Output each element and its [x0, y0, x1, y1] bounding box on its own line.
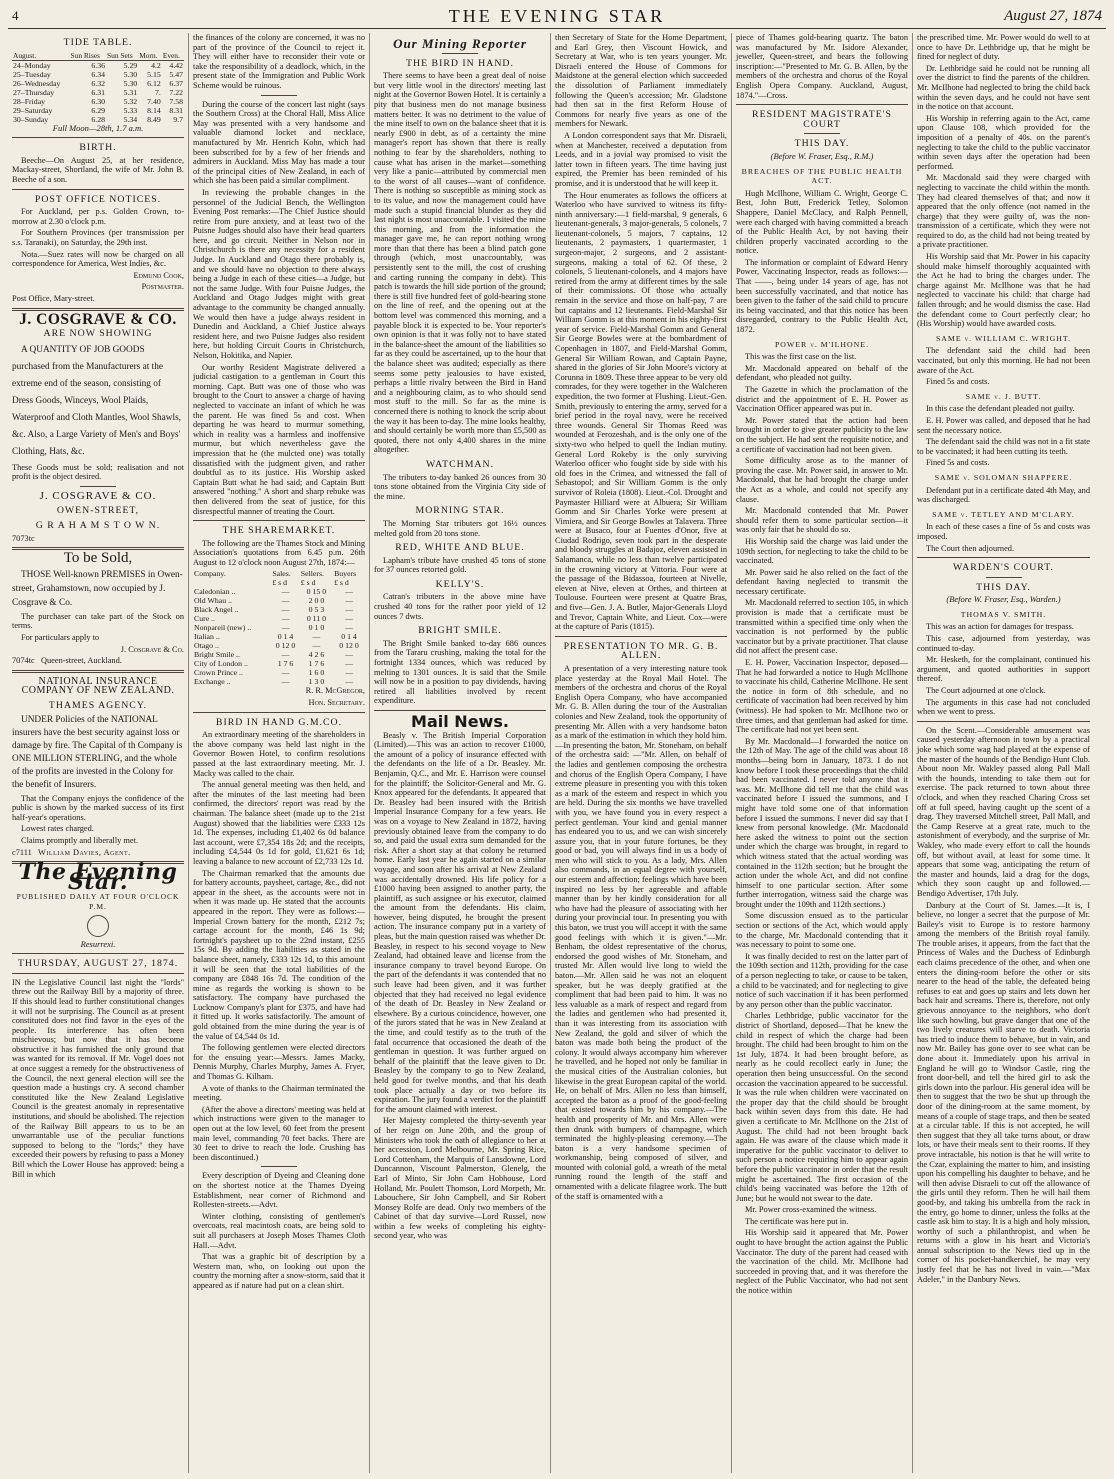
cosgrave-ad-town: G R A H A M S T O W N. [35, 520, 161, 532]
presentation-continued: piece of Thames gold-bearing quartz. The baton was manufactured by Mr. Isidore Alexander, jeweller, Queen-street, and bears the following inscription:—"Presented to Mr. G. B. Allen, by the members of the orchestra and chorus of the Royal English Opera Company. Auckland, August, 1874."—Cross. [736, 33, 908, 100]
share-cell: — [312, 641, 321, 651]
on-the-scent-paragraph: On the Scent.—Considerable amusement was caused yesterday afternoon in town by a practical joke which some wag had played at the expense of the master of the hounds of the Bendigo Hunt Club. About noon Mr. Wakley passed along Pall Mall with the hounds, intending to take them out for exercise. The pack returned to town about three o'clock, and when they reached Charing Cross set off at full speed, having caught up the scent of a drag. They traversed Mitchell street, Pall Mall, and the Camp Reserve at a great rate, much to the astonishment of everybody, and the surprise of Mr. Wakley, who made every effort to call the hounds off, but without avail, at least for some time. It appears that some wag, anticipating the return of the master and hounds, laid a drag for the dogs, which they soon caught up and followed.—Bendigo Advertiser, 17th July. [917, 725, 1090, 898]
to-be-sold-terms: The purchaser can take part of the Stock on terms. [12, 611, 184, 631]
macdonald-paragraph: Mr. Macdonald said they were charged with neglecting to vaccinate the child within the month. They had cleared themselves of that; and now it appeared that the only offence (not named in the charge) that they were guilty of, was the non-transmission of a certificate, which they were not required to do, as the child had not being treated by a private practitioner. [917, 173, 1090, 250]
share-cell: — [281, 596, 290, 606]
tide-cell: 25–Tuesday [13, 69, 51, 79]
share-row [193, 614, 365, 623]
page-number: 4 [12, 8, 19, 23]
tide-cell: 6.30 [91, 96, 106, 106]
cosgrave-ad-code: 7073tc [12, 533, 35, 543]
rm-court-breaches: BREACHES OF THE PUBLIC HEALTH ACT. [741, 166, 903, 186]
butt-fine: Fined 5s and costs. [926, 458, 990, 468]
bih-paragraph-2: The annual general meeting was then held, and after the minutes of the last meeting had been confirmed, the directors' report was read by the chairman. The balance sheet (made up to the 21st August) showed that the liabilities were £333 12s 1d. The expenses, including £1,402 6s 0d balance last account, were £7,354 18s 2d; and the receipts, including £4,544 0s 1d for gold, £1,621 6s 1d; leaving a balance to new account of £2,733 12s 1d. [193, 780, 365, 866]
column-4 [551, 33, 732, 1473]
evening-star-published: PUBLISHED DAILY AT FOUR O'CLOCK P.M. [16, 892, 180, 911]
cosgrave-ad-subtitle: ARE NOW SHOWING [43, 328, 153, 340]
share-cell: — [345, 677, 353, 687]
share-header-cell: Company. [194, 569, 226, 579]
tide-cell: 7.40 [147, 96, 161, 106]
presentation-text: A presentation of a very interesting nature took place yesterday at the Royal Mail Hotel. The members of the orchestra and chorus of the Royal English Opera Company, who have accompanied Mr. G. B. Allen during the tour of the Australian colonies and New Zealand, took the opportunity of presenting Mr. Allen with a very handsome baton as a mark of the estimation in which they hold him.—In presenting the baton, Mr. Stoneham, on behalf of the orchestra said: —"Mr. Allen, on behalf of the ladies and gentlemen composing the orchestra and chorus of the English Opera Company, I have extreme pleasure in presenting you with this token as a mark of the esteem and respect in which you are held. During the six months we have travelled with you, we have found you in every respect a perfect gentleman. Your kind and genial manner has endeared you to us, and we can wish sincerely assure you, that in your future fortunes, be they good or bad, you will always find in us a body of men who will stick to you. As a lady, Mrs. Allen also commands, in an equal degree with yourself, our esteem and affection; feelings which have been inspired no less by her agreeable and affable manner than by her kindly consideration for all who have had the pleasure of associating with her during your provincial tour. In presenting you with this baton, we trust you will accept it with the same good feelings with which it is given."—Mr. Benham, the oldest representative of the chorus, endorsed the good wishes of Mr. Stoneham, and trusted Mr. Allen would live long to wield the baton.—Mr. Allen said he was not an eloquent speaker, but he was deeply gratified at the compliment that had been paid to him. It was no less valuable as a mark of respect and regard from the ladies and gentlemen who had presented it, than it was interesting from its association with New Zealand, the gold and silver of which the baton was made both being the product of the colony. It would always accompany him wherever he travelled, and he hoped not only be familiar in the musical cities of the Australian colonies, but likewise in the great European capital of the world. He, on behalf of Mrs. Allen no less than himself, accepted the baton as a proof of the good-feeling that existed towards him by his company.—The health and prosperity of Mr. and Mrs. Allen were then drunk with bumpers of champagne, which terminated the highly-pleasing ceremony.—The baton is a very handsome specimen of workmanship, being composed of silver, and mounted with colonial gold, a wreath of the metal running round the length of the staff and ornamented with a delicate filagree work. The butt of the staff is ornamented with a [555, 664, 727, 1201]
wardens-paragraph-5: The arguments in this case had not concluded when we went to press. [917, 697, 1090, 717]
share-unit-cell [193, 578, 271, 587]
share-cell: — [281, 668, 290, 678]
share-cell: Exchange .. [194, 677, 231, 687]
evening-star-nameplate: The Evening Star. [18, 859, 178, 895]
to-be-sold-signature: J. Cosgrave & Co. [120, 644, 184, 654]
share-header-cell: Buyers [334, 569, 357, 579]
share-row [193, 632, 365, 641]
share-cell: 0 11 0 [306, 614, 327, 624]
rm-court-title: RESIDENT MAGISTRATE'S COURT [752, 109, 892, 130]
tide-cell: 26–Wednesday [13, 78, 61, 88]
share-cell: Crown Prince .. [194, 668, 243, 678]
share-cell: Black Angel .. [194, 605, 239, 615]
tetley-paragraph: In each of these cases a fine of 5s and costs was imposed. [917, 522, 1090, 541]
insurance-signature-line [12, 848, 184, 858]
tide-table-title: TIDE TABLE. [63, 37, 133, 48]
kellys-text: Catran's tributers in the above mine have crushed 40 tons for the rather poor yield of 12 ounces 7 dwts. [374, 592, 546, 621]
mail-news-continued: then Secretary of State for the Home Department, and Earl Grey, then Viscount Howick, and Secretary at War, who is ten years younger. Mr. Disraeli entered the House of Commons for Maidstone at the general election which succeeded the dissolution of Parliament immediately following the Queen's accession; Mr. Gladstone had then sat in the first Reform House of Commons for nearly five years as one of the members for Newark. [555, 33, 727, 129]
to-be-sold-title: To be Sold, [63, 550, 133, 567]
rm-paragraph-10: Mr. Power said he also relied on the fact of the defendant having neglected to transmit the necessary certificate. [736, 567, 908, 596]
share-cell: — [345, 614, 353, 624]
rm-paragraph-13: By Mr. Macdonald—I forwarded the notice on the 12th of May. The age of the child was about 18 months—being born in January, 1873. I do not know before I took these proceedings that the child had been vaccinated. I never told anyone that it was. Mr. McIlhone did tell me that the child was vaccinated before I issued the summons, and I might have told some one of that information before I issued the summons. I never did say that I knew from personal knowledge. (Mr. Macdonald here asked the witness to point out the section under which the charge was brought, in regard to which witness stated that the actual wording was contained in the 112th section; but he brought the action under the whole Act, and did not confine himself to one particular section. After some further interrogation, witness said the charge was brought under the 109th and 112th sections.) [736, 736, 908, 909]
tide-cell: 30–Sunday [13, 114, 49, 124]
share-cell: 1 3 0 [308, 677, 325, 687]
insurance-text-2: That the Company enjoys the confidence of the public is shown by the marked success of its first half-year's operations. [12, 793, 184, 822]
rm-paragraph-14: Some discussion ensued as to the particular section or sections of the Act, which would apply to the charge, Mr. Macdonald contending that it was necessary to point to some one. [736, 911, 908, 950]
judicial-paragraph: In reviewing the probable changes in the personnel of the Judicial Bench, the Wellington Evening Post remarks:—The Chief Justice should retire from pure anxiety, and at least two of the Puisne Judges should also have their head quarters here, and go circuit. Neither in Nelson nor in Christchurch is there any necessity for a resident Judge. In Auckland and Otago there probably is, and we should have no objection to there always being a Judge in each of these cities—a Judge, but not the same Judge. With four Puisne Judges, the Auckland and Otago Judges might with great advantage to the community be changed annually. We would then have a judge always resident in Dunedin and Auckland, a Chief Justice always resident here, and two Puisne Judges also resident here, but holding Circuit Courts in Christchurch, Nelson, Hokitika, and Napier. [193, 187, 365, 360]
bih-paragraph-4: The following gentlemen were elected directors for the ensuing year:—Messrs. James Macky, Dennis Murphy, Charles Murphy, James A. Fryer, and Thomas G. Kilham. [193, 1043, 365, 1082]
clothing-advert: Winter clothing, consisting of gentlemen's overcoats, real macintosh coats, are being sold to suit all purchasers at Joseph Moses Thames Cloth Hall.—Advt. [193, 1211, 365, 1250]
rm-paragraph-12: E. H. Power, Vaccination Inspector, deposed—That he had forwarded a notice to Hugh McIlhone to vaccinate his child, Catherine McIlhone. He sent the notice in form of 8th schedule, and no certificate of vaccination had been received by him (witness). He had spoken to Mr. McIlhone two or three times, and that gentleman had asked for time. The certificate had not yet been sent. [736, 658, 908, 735]
tide-cell: 29–Saturday [13, 105, 53, 115]
share-cell: 4 2 6 [308, 650, 325, 660]
presentation-title: PRESENTATION TO MR. G. B. ALLEN. [563, 640, 719, 662]
rm-paragraph-1: Hugh McIlhone, William C. Wright, George C. Best, John Butt, Frederick Tetley, Solomon Shappere, Daniel McClacy, and Ralph Pennell, were each charged with having committed a breach of the Public Health Act, by not having their children properly vaccinated according to the notice. [736, 188, 908, 256]
case-butt: SAME v. J. BUTT. [965, 391, 1042, 401]
sharemarket-title: THE SHAREMARKET. [222, 525, 336, 537]
rm-court-day: THIS DAY. [794, 138, 850, 150]
crest-emblem-icon [87, 915, 109, 937]
insurance-text-4: Claims promptly and liberally met. [21, 835, 139, 845]
share-cell: Nonpareil (new) .. [194, 623, 252, 633]
share-cell: — [345, 596, 353, 606]
cosgrave-ad-note: These Goods must be sold; realisation and not profit is the object desired. [12, 462, 184, 482]
paper-title: THE EVENING STAR [448, 6, 666, 26]
case-shappere: SAME v. SOLOMAN SHAPPERE. [934, 472, 1073, 482]
tide-row [12, 88, 184, 97]
sharemarket-secretary: R. R. McGregor, [305, 686, 365, 696]
tide-row [12, 79, 184, 88]
wardens-court-day: THIS DAY. [976, 581, 1031, 593]
share-cell: Bright Smile .. [194, 650, 240, 660]
tide-cell: 5.34 [123, 114, 138, 124]
tide-cell: 6.32 [91, 78, 106, 88]
share-cell: — [345, 668, 353, 678]
post-office-address: Post Office, Mary-street. [12, 293, 95, 303]
tide-cell: 7.22 [169, 87, 183, 97]
share-cell: 0 1 4 [341, 632, 357, 642]
mail-news-paragraph-1: Beasly v. The British Imperial Corporation (Limited).—This was an action to recover £1000, the amount of a policy of insurance effected with the defendants on the life of a Dr. Beasley. Mr. Benjamin, Q.C., and Mr. E. Harrison were counsel for the plaintiff; the Solicitor-General and Mr. G. Knox appeared for the defendants. It appeared that Dr. Beasley had been insured with the British Imperial Insurance Company for a few years. He was on a voyage to New Zealand in 1872, having previously obtained leave from the company to do so, and paid the usual extra sum demanded for the risk. After a short stay at that colony he returned home. Early last year he again started on a similar voyage, and soon after his arrival at New Zealand was accidentally drowned. His life policy for a £1000 having been assigned to another party, the plaintiff, as such assignee or his executor, claimed the amount from the defendants. His claim, however, being disputed, he brought the present action. The insurance company put in a variety of pleas, but the main question raised was whether Dr. Beasley, in respect to his second voyage to New Zealand, had obtained leave and license from the insurance company to travel beyond Europe. On the part of the defendants it was contended that no such leave had been given, and it was further objected that they had received no legal evidence of the death of Dr. Beasley in New Zealand or elsewhere. By a curious coincidence, however, one of the jurors stated that he was in New Zealand at the time, and could testify as to the truth of the fatal occurrence that occasioned the death of the gentleman in question. It was further argued on behalf of the plaintiff that the leave given to Dr. Beasley by the company to go to New Zealand, held good for twelve months, and that his death took place actually a day or two before its expiration. The jury found a verdict for the plaintiff for the amount claimed with interest. [374, 730, 546, 1114]
post-notice-1: For Auckland, per p.s. Golden Crown, to-morrow at 2.30 o'clock p.m. [12, 207, 184, 226]
share-unit-cell: £ s d [272, 578, 288, 588]
sharemarket-intro: The following are the Thames Stock and Mining Association's quotations from 6.45 p.m. 26th August to 12 o'clock noon August 27th, 1874:— [193, 538, 365, 567]
wardens-paragraph-2: This case, adjourned from yesterday, was continued to-day. [917, 634, 1090, 653]
post-notice-2: For Southern Provinces (per transmission per s.s. Taranaki), on Saturday, the 29th inst. [12, 228, 184, 247]
tide-cell: 5.15 [147, 69, 161, 79]
share-cell: Cure .. [194, 614, 216, 624]
share-cell: — [312, 632, 321, 642]
share-cell: City of London .. [194, 659, 248, 669]
wardens-case: THOMAS V. SMITH. [960, 609, 1047, 619]
share-cell: — [281, 677, 290, 687]
bird-in-hand-text: There seems to have been a great deal of noise but very little wool in the directors' meeting last night at the Governor Bowen Hotel. It is certainly a pity that business men do not manage business matters better. It was no detriment to the value of the mine itself to own on the balance sheet that it is nearly £900 in debt, as of a certainty the mine manager's report has shown that there is really nothing to fear by the shareholders, nothing to cause what has arisen in the market—something very like a panic—attributed by commercial men to the worst of all causes—want of confidence. There is nothing so susceptible as mining stock as to its value, and now the management could have made such a stupid financial blunder as they did last night is most unaccountable. I visited the mine this morning, and from the information the manager gave me, he can report nothing wrong more than that there has been a blind patch gone through (which, most unaccountably, was persistently sent to the mill, the cost of crushing and carting running the company in debt). This patch is towards the hill side portion of the ground; there is still five hundred feet of gold-bearing stone on the line of reef, and the opening out at the bottom level was commenced this morning, and a payable block it is expected to be. Your reporter's own opinion is that it was folly not to have stated in the balance-sheet the amount of the liabilities so far as they could be ascertained, up to the hour that the balance sheet was audited; especially as there seems some petty jealousies to have existed, perhaps a little rivalry between the Bird in Hand and a neighbouring claim, as to who should send most stuff to the mill. So far as the mine is concerned there is nothing to knock the scrip about the way it has been to-day. The mine looks healthy, and should certainly be worth more than £5,500 as quoted, there not only 4,400 shares in the mine altogether. [374, 71, 546, 455]
share-cell: — [345, 623, 353, 633]
red-white-blue-title: RED, WHITE AND BLUE. [395, 542, 525, 554]
mail-news-title: Mail News. [411, 712, 509, 731]
share-cell: 0 1 0 [308, 623, 325, 633]
rm-paragraph-18: The certificate was here put in. [745, 1216, 849, 1226]
share-cell: — [281, 623, 290, 633]
rm-paragraph-5: The Gazette in which the proclamation of the district and the appointment of E. H. Power as Vaccination Officer appeared was put in. [736, 385, 908, 414]
rm-paragraph-11: Mr. Macdonald referred to section 105, in which provision is made that a certificate must be transmitted within a specified time only when the vaccination is not performed by the public vaccinator but by a private practitioner. That clause did not affect the present case. [736, 598, 908, 656]
to-be-sold-apply: For particulars apply to [21, 633, 100, 643]
share-cell: 1 7 6 [308, 659, 325, 669]
to-be-sold-code-number: 7074tc [12, 656, 35, 666]
tide-cell: 6.29 [91, 105, 106, 115]
danbury-paragraph: Danbury at the Court of St. James.—It is, I believe, no longer a secret that the purpose of Mr. Bailey's visit to Europe is to restore harmony among the members of the British royal family. The trouble arises, it appears, from the fact that the Princess of Wales and the Duchess of Edinburgh each claims precedence of the other, and when one enters the dining-room before the other or sits nearer to the head of the table, the defeated being refuses to eat and goes up stairs and lets down her back hair and screams. There is, therefore, not only grievous annoyance to the neighbors, who don't like such howling, but grave danger that one of the two lively creatures will starve to death. Victoria has tried to induce them to behave, but in vain, and now Mr. Bailey has gone over to see what can be done about it. Immediately upon his arrival in England he will go to Windsor Castle, ring the front door-bell, and tell the hired girl to ask the girls down into the parlour. His general idea will be then to suggest that the two be shut up through the door of the dining-room at the same moment, by means of a couple of stage traps, and then be seated at a circular table. If this is not accepted, he will then suggest that they all take turns about, or draw lots, or have their meals sent to their rooms. If they prove intractable, his notion is that he will write to the Czar, explaining the matter to him, and insisting upon his compelling his daughter to behave, and he will then advise Disraeli to cut off the allowance of the girls until they reform. Then he will hail them good-by, and taking his umbrella from the rack in the entry, go home to dinner, unless the folks at the castle ask him to stay. It is a high and holy mission, worthy of such a philanthropist, and when he returns with a glow in his heart and Victoria's annual subscription to the News tied up in the corner of his pocket-handkerchief, he may very justly feel that he has not lived in vain.—"Max Adeler," in the Danbury News. [917, 900, 1090, 1284]
to-be-sold-text: THOSE Well-known PREMISES in Owen-street, Grahamstown, now occupied by J. Cosgrave & Co. [12, 569, 183, 608]
share-cell: 0 5 3 [308, 605, 325, 615]
rm-paragraph-17: Mr. Power cross-examined the witness. [745, 1205, 877, 1215]
rm-paragraph-4: Mr. Macdonald appeared on behalf of the defendant, who pleaded not guilty. [736, 363, 908, 383]
to-be-sold-street: Queen-street, Auckland. [40, 656, 122, 666]
share-cell: — [281, 587, 290, 597]
columns [8, 33, 1106, 1473]
tide-cell: 8.49 [147, 114, 161, 124]
share-row [193, 596, 365, 605]
wright-fine: Fined 5s and costs. [926, 377, 990, 387]
mail-news-paragraph-2: Her Majesty completed the thirty-seventh year of her reign on June 20th, and the group of Ministers who took the oath of allegiance to her at her accession, Lord Melbourne, Mr. Spring Rice, Lord Cottenham, the Marquis of Lansdowne, Lord Duncannon, Viscount Palmerston, Glenelg, the Earl of Minto, Sir John Cam Hobhouse, Lord Holland, Mr. Poulett Thomson, Lord Morpeth, Mr. Labouchere, Sir John Campbell, and Sir Robert Monsey Rolfe are dead. Only two members of the Cabinet of that day survive—Lord Russel, now within a few weeks of completing his eighty-second year, who was [374, 1116, 546, 1241]
editorial-text: IN the Legislative Council last night the "lords" threw out the Railway Bill by a majority of three. If this should lead to further constitutional changes it will not be surprising. The Council as at present constituted does not find favor in the eyes of the people. Its interference has often been mischievous; but now that it has become obstructive it has furnished the only ground that was wanted for its removal. If Mr. Vogel does not at once suggest a remedy for the obstructiveness of the Council, the next general election will see the question made a hustings cry. A second chamber constituted like the New Zealand Legislative Council is the greatest anomaly in representative institutions, and should be abolished. The rejection of the Railway Bill appears to us to be an unwarrantable use of the peculiar functions supposed to belong to the "lords;" they have exceeded their powers by refusing to pass a Money Bill which the Lower House has approved: being a Bill in which [12, 977, 184, 1179]
rm-paragraph-15: It was finally decided to rest on the latter part of the 109th section and 112th, providing for the case of a person neglecting to take, or cause to be taken, a child to be vaccinated; and for neglecting to give notice of such vaccination if it has been performed by any person other than the public vaccinator. [736, 951, 908, 1009]
morning-star-text: The Morning Star tributers got 16½ ounces melted gold from 20 tons stone. [374, 518, 546, 538]
bih-paragraph-5: A vote of thanks to the Chairman terminated the meeting. [193, 1083, 365, 1103]
tide-row [12, 106, 184, 115]
insurance-title: NATIONAL INSURANCE COMPANY OF NEW ZEALAND. [21, 675, 175, 697]
cosgrave-ad-street: OWEN-STREET, [56, 505, 140, 517]
rm-paragraph-7: Some difficulty arose as to the manner of proving the case. Mr. Power said, in answer to Mr. Macdonald, that he had brought the charge under the Act as a whole, and could not specify any clause. [736, 456, 908, 504]
butt-paragraph-1: In this case the defendant pleaded not guilty. [926, 404, 1075, 414]
share-row [193, 641, 365, 650]
wardens-paragraph-1: This was an action for damages for trespass. [926, 622, 1074, 632]
bih-meeting-title: BIRD IN HAND G.M.CO. [215, 716, 343, 728]
issue-date: August 27, 1874 [1004, 8, 1102, 24]
morning-star-title: MORNING STAR. [415, 505, 505, 517]
share-cell: Caledonian .. [194, 587, 236, 597]
red-white-blue-text: Lapham's tribute have crushed 45 tons of stone for 37 ounces retorted gold. [374, 555, 546, 575]
editorial-date: THURSDAY, AUGUST 27, 1874. [17, 958, 179, 970]
tide-cell: 27–Thursday [13, 87, 55, 97]
case-wright: SAME v. WILLIAM C. WRIGHT. [935, 333, 1072, 343]
share-cell: Old Whau .. [194, 596, 232, 606]
share-cell: 0 1 4 [277, 632, 294, 642]
butt-paragraph-3: The defendant said the child was not in a fit state to be vaccinated; it had been cutting its teeth. [917, 437, 1090, 456]
bird-in-hand-title: THE BIRD IN HAND. [406, 57, 514, 69]
shappere-paragraph: Defendant put in a certificate dated 4th May, and was discharged. [917, 485, 1090, 505]
postmaster-title: Postmaster. [141, 282, 184, 292]
share-row [193, 605, 365, 614]
tide-cell: 4.2 [151, 60, 161, 70]
sharemarket-secretary-title: Hon. Secretary. [308, 698, 365, 708]
share-cell: 0 12 0 [339, 641, 359, 651]
tide-cell: 4.42 [169, 60, 183, 70]
tide-cell: 24–Monday [13, 60, 51, 70]
column-2 [189, 33, 370, 1473]
case-tetley: SAME v. TETLEY AND M'CLARY. [932, 509, 1075, 519]
insurance-agency: THAMES AGENCY. [48, 700, 148, 711]
tide-cell: 6.36 [91, 60, 106, 70]
watchman-title: WATCHMAN. [425, 458, 495, 470]
share-unit-cell: £ s d [334, 578, 349, 588]
rm-case-1: POWER v. M'ILHONE. [774, 339, 870, 349]
clause-paragraph: His Worship in referring again to the Act, came upon Clause 108, which provided for the imposition of a penalty of 40s. on the parent's neglecting to take the child to the public vaccinator within seven days after the operation had been performed. [917, 113, 1090, 171]
insurance-text-1: UNDER Policies of the NATIONAL insurers have the best security against loss or damage by fire. The Capital of th Company is ONE MILLION STERLING, and the whole of the profits are invested in the Colony for the benefit of Insurers. [12, 714, 183, 790]
tide-header-cell: August. [12, 51, 70, 61]
tide-header-cell: Sun Sets [106, 51, 138, 61]
evening-star-motto: Resurrexi. [80, 938, 116, 949]
masthead [8, 6, 1106, 29]
cosgrave-ad-name: J. COSGRAVE & CO. [39, 489, 157, 502]
tide-cell: 8.14 [147, 105, 161, 115]
share-cell: — [281, 650, 290, 660]
mining-reporter-title: Our Mining Reporter [393, 36, 527, 51]
post-notice-3: Nota.—Suez rates will now be charged on all correspondence for America, West Indies, &c. [12, 249, 184, 269]
rm-paragraph-2: The information or complaint of Edward Henry Power, Vaccinating Inspector, reads as follows:—That ——, being under 14 years of age, has not been successfully vaccinated, and that notice has been given to the father of the said child to procure its being vaccinated, and that this notice has been disregarded, contrary to the Public Health Act, 1872. [736, 257, 908, 335]
tide-row [12, 60, 184, 70]
cosgrave-ad-text: A QUANTITY OF JOB GOODS purchased from the Manufacturers at the extreme end of the season, consisting of Dress Goods, Winceys, Wool Plaids, Waterproof and Cloth Mantles, Wool Shawls, &c. Also, a Large Variety of Men's and Boys' Clothing, Hats, &c. [12, 344, 182, 457]
tide-cell: 7. [154, 87, 161, 97]
tide-cell: 6.28 [91, 114, 106, 124]
share-cell: 1 7 6 [277, 659, 294, 669]
rm-paragraph-3: This was the first case on the list. [745, 352, 857, 362]
tide-cell: 5.30 [123, 78, 138, 88]
share-cell: — [345, 587, 353, 597]
birth-title: BIRTH. [79, 142, 117, 154]
share-cell: 1 6 0 [308, 668, 325, 678]
bih-paragraph-6: (After the above a directors' meeting was held at which instructions were given to the manager to open out at the low level, 60 feet from the present main level, commanding 70 feet backs. There are 30 feet to drive to reach the lode. Crushing has been discontinued.) [193, 1104, 365, 1162]
wardens-court-title: WARDEN'S COURT. [953, 562, 1054, 574]
share-cell: — [345, 650, 353, 660]
bih-paragraph-3: The Chairman remarked that the amounts due for battery accounts, paysheet, cartage, &c., did not appear in the sheet, as the accounts were not in when it was made up. He stated that the accounts appeared in the report. They were as follows:—Imperial Crown battery for the month, £212 7s; cartage account for the month, £46 1s 9d; fortnight's paysheet up to the 22nd instant, £255 15s 9d. By adding the liabilities as stated in the balance sheet, namely, £333 12s 1d, to this amount it will be seen that the total liabilities of the company are £848 16s 7d. The condition of the mine as regards the working is shown to be satisfactory. The company have purchased the Lucknow Company's plant for £375, and have had it fitted up. It works satisfactorily. The amount of gold obtained from the mine during the year is of the value of £4,544 0s 1d. [193, 868, 365, 1041]
share-cell: 0 12 0 [275, 641, 296, 651]
tide-cell: 6.34 [91, 69, 106, 79]
share-row [193, 650, 365, 659]
tide-cell: 6.31 [91, 87, 106, 97]
kellys-title: KELLY'S. [435, 578, 485, 590]
rm-paragraph-8: Mr. Macdonald contended that Mr. Power should refer them to some particular section—it was only fair that he should do so. [736, 506, 908, 535]
butt-paragraph-2: E. H. Power was called, and deposed that he had sent the necessary notice. [917, 415, 1090, 435]
tide-cell: 28–Friday [13, 96, 46, 106]
share-cell: — [281, 614, 290, 624]
tide-cell: 6.12 [147, 78, 161, 88]
tide-cell: 5.32 [123, 96, 138, 106]
court-adjourned: The Court then adjourned. [926, 543, 1015, 553]
post-office-title: POST OFFICE NOTICES. [34, 193, 162, 205]
insurance-code: c7111 [12, 847, 32, 857]
tide-cell: 5.30 [123, 69, 138, 79]
tide-cell: 5.47 [169, 69, 183, 79]
dyeing-advert: Every description of Dyeing and Cleaning done on the shortest notice at the Thames Dyeing Establishment, near corner of Richmond and Rollesten-streets.—Advt. [193, 1171, 365, 1210]
tide-cell: 8.31 [169, 105, 183, 115]
rm-court-before: (Before W. Fraser, Esq., R.M.) [770, 150, 874, 161]
bright-smile-title: BRIGHT SMILE. [418, 625, 502, 637]
column-3 [370, 33, 551, 1473]
tide-header-cell: Sun Rises [70, 51, 107, 61]
wardens-paragraph-4: The Court adjourned at one o'clock. [926, 686, 1046, 696]
insurance-agent: William Davies, Agent. [38, 847, 131, 857]
share-cell: 0 15 0 [306, 587, 327, 597]
share-cell: — [345, 605, 353, 615]
wardens-paragraph-3: Mr. Hesketh, for the complainant, continued his argument, and quoted authorities in support thereof. [917, 655, 1090, 684]
share-cell: Otago .. [194, 641, 219, 651]
tide-cell: 9.7 [173, 114, 183, 124]
share-cell: — [345, 659, 353, 669]
postmaster-name: Edmund Cook, [133, 270, 184, 280]
wright-paragraph: The defendant said the child had been vaccinated, but only this morning. He had not been aware of the Act. [917, 346, 1090, 375]
tide-cell: 5.33 [123, 105, 138, 115]
wardens-court-before: (Before W. Fraser, Esq., Warden.) [946, 594, 1061, 605]
magistrate-paragraph: Our worthy Resident Magistrate delivered a judicial castigation to a gentleman in Court this morning. Capt. Butt was one of those who was brought to the Court to answer a charge of having neglected to vaccinate an infant of which he was the parent. He was fined 5s and cost. When departing he was heard to murmur something, which in reality was a harmless and inoffensive murmur, but which nevertheless gave the impression that he (the mulcted one) was totally dissatisfied with the judgment given, and rather doubtful as to its justice. His Worship asked Captain Butt what he had said; and Captain Butt answered "nothing." A short and sharp rebuke was then delivered from the seat of justice, for this disrespectful manner of treating the Court. [193, 362, 365, 516]
share-unit-cell: £ s d [300, 578, 316, 588]
tide-row [12, 70, 184, 79]
rm-paragraph-16: Charles Lethbridge, public vaccinator for the district of Shortland, deposed—That he knew the child in respect of which the charge had been brought. The child had been brought to him on the 1st July, 1874. It had been brought before, as nearly as he could recollect early in June; the operation then being unsuccessful. On the second occasion the vaccination appeared to be successful. It was the rule when children were vaccinated on the proper day that the child should be brought back within seven days from this date. He had given a certificate to Mr. McIlhone on the 21st of August. The child had not been brought back again. He was aware of the clause which made it imperative for the public vaccinator to deliver to such person a notice requiring him to appear again before the public vaccinator in order that the result might be ascertained. The first occasion of the child's being vaccinated was before the 12th of June; but he would not swear to the date. [736, 1011, 908, 1203]
tide-cell: 7.58 [169, 96, 183, 106]
tide-row [12, 97, 184, 106]
birth-notice: Beeche—On August 25, at her residence, Mackay-street, Shortland, the wife of Mr. John B. Beeche of a son. [12, 155, 184, 184]
snowstorm-paragraph: That was a graphic bit of description by a Western man, who, on looking out upon the country the morning after a snow-storm, said that it appeared as if nature had put on a clean shirt. [193, 1252, 365, 1290]
share-row [193, 668, 365, 677]
share-cell: — [281, 605, 290, 615]
editorial-continued: the finances of the colony are concerned, it was no part of the province of the Council to reject it. They will either have to reconsider their vote or take the responsibility of a deadlock, which, in the present state of the Immigration and Public Work Scheme would be ruinous. [193, 33, 365, 90]
to-be-sold-code [12, 656, 184, 666]
tide-cell: 6.37 [169, 78, 183, 88]
share-row [193, 587, 365, 596]
sharemarket-table [193, 569, 365, 686]
share-cell: Italian .. [194, 632, 220, 642]
share-cell: 2 0 0 [308, 596, 325, 606]
column-1 [8, 33, 189, 1473]
rm-paragraph-19: His Worship said it appeared that Mr. Power ought to have brought the action against the Public Vaccinator. The duty of the parent had ceased with the vaccination of the child. Mr. McIlhone had succeeded in proving that, and it was therefore the neglect of the Public Vaccinator, who had not sent the notice within [736, 1228, 908, 1296]
watchman-text: The tributers to-day banked 26 ounces from 30 tons stone obtained from the Virginia City side of the mine. [374, 472, 546, 501]
lethbridge-paragraph: Dr. Lethbridge said he could not be running all over the district to find the parents of the children. Mr. McIlhone had neglected to bring the child back within the seven days, and he could not have sent in the notice on that account. [917, 63, 1090, 112]
disraeli-paragraph: A London correspondent says that Mr. Disraeli, when at Manchester, received a deputation from Leeds, and in a jovial way promised to visit the latter town in fifteen years. The time having just expired, the Premier has been reminded of his promise, and it is understood that he will keep it. [555, 130, 727, 188]
bih-paragraph-1: An extraordinary meeting of the shareholders in the above company was held last night in the Governor Bowen Hotel, to confirm resolutions passed at the last extraordinary meeting. Mr. J. Macky was called to the chair. [193, 730, 365, 778]
share-header-cell: Sales. [272, 569, 291, 579]
tide-table [12, 51, 184, 124]
rm-paragraph-6: Mr. Power stated that the action had been brought in order to give greater publicity to the law on the subject. He had sent the requisite notice, and a certificate of vaccination had not been given. [736, 415, 908, 454]
share-row [193, 677, 365, 686]
insurance-text-3: Lowest rates charged. [21, 824, 94, 834]
share-row [193, 659, 365, 668]
share-row [193, 623, 365, 632]
rm-continued: the prescribed time. Mr. Power would do well to at once to have Dr. Lethbridge up, that he might be fined for neglect of duty. [917, 33, 1090, 62]
tide-header-cell: Morn. [138, 51, 162, 61]
concert-paragraph: During the course of the concert last night (says the Southern Cross) at the Choral Hall, Miss Alice May was presented with a very handsome and valuable diamond locket and necklace, manufactured by Mr. Henrich Kohn, which had been subscribed for by a few of her friends and admirers in Auckland. Miss May has made a tour of the principal cities of New Zealand, in each of which she has been paid a similar compliment. [193, 99, 365, 186]
share-header-cell: Sellers. [300, 569, 324, 579]
cosgrave-ad-title: J. COSGRAVE & CO. [19, 310, 177, 328]
column-5 [732, 33, 913, 1473]
rm-paragraph-9: His Worship said the charge was laid under the 109th section, for neglecting to take the child to be vaccinated. [736, 536, 908, 566]
column-6 [913, 33, 1094, 1473]
waterloo-paragraph: The Hour enumerates as follows the officers at Waterloo who have survived to witness its fifty-ninth anniversary:—1 field-marshal, 9 generals, 6 lieutenant-generals, 3 major-generals, 5 colonels, 7 lieutenant-colonels, 5 majors, 7 captains, 12 lieutenants, 2 paymasters, 1 quartermaster, 1 surgeon-major, 2 surgeons, and 2 assistant-surgeons, making a total of 62. Of these, 2 colonels, 5 lieutenant-colonels, and 4 majors have retired from the army at different times by the sale of their commissions. Of those who actually remain in the service and those on half-pay, 7 are but captains and 12 lieutenants. Field-Marshal Sir William Gomm is at this moment in his eighty-first year of service. Field-Marshal Gomm and General Sir George Bowles were at the bombardment of Copenhagen in 1807, and Field-Marshal Gomm, General Sir William Rowan, and Captain Payne, shared in the glories of Sir John Moore's victory at Corunna in 1809. These three appear to be very old comrades, for they were together in the Walcheren expedition, the two former at Flushing. Lieut.-Gen. Smith, previously to entering the army, served for a brief period in the royal navy, were he received three wounds. General Sir Thomas Reed was wounded at Ferozeshah, and is the only one of the sixty-two who helped to quell the Indian mutiny. General Lord Rokeby is the only surviving Waterloo officer who fought side by side with his old foes in the Crimea, and witnessed the fall of Sebastopol; and Sir William Gomm is the only survivor of Roleia (1808). Lieut.-Col. Drought and Paymaster Hilliard were at Albuera; Sir William Gomm and Sir Charles Yorke were present at Vimiera, and Sir George Bowles at Talavera. Three were at Busaco, four at Fuentes d'Onor, five at Ciudad Rodrigo, seven took part in the desperate and bloody struggles at Badajoz, eleven assisted in Salamanca, while no less than twelve participated in the crowning victory at Vittoria. Four were at the passage of the Bidassoa, fourteen at Nivelle, eleven at Nive, eleven at Orthes, and thirteen at Toulouse. Fourteen were present at Quatre Bras, and five—Gen. J. A. Butler, Major-Generals Lloyd and Trevor, Captain White, and Lieut. Cox—were at the capture of Paris (1815). [555, 190, 727, 632]
tide-cell: 5.29 [123, 60, 138, 70]
bright-smile-text: The Bright Smile banked to-day 686 ounces from the Tararu crushing, making the total for the fortnight 1334 ounces, which was reduced by melting to 1301 ounces. It is said that the Smile will now be in a position to pay dividends, having retired all liabilities involved by recent expenditure. [374, 638, 546, 706]
full-moon-note: Full Moon—28th, 1.7 a.m. [52, 122, 144, 133]
tide-cell: 5.31 [123, 87, 138, 97]
tide-header-cell: Even. [162, 51, 184, 61]
worship-paragraph: His Worship said that Mr. Power in his capacity should make himself thoroughly acquainted with the Act he had to bring the charges under. The charge against Mr. McIlhone was that he had neglected to vaccinate his child: that charge had fallen through; and he would dismiss the case. Had the defendant come to Court perfectly clear; ho (His Worship) would have awarded costs. [917, 252, 1090, 329]
